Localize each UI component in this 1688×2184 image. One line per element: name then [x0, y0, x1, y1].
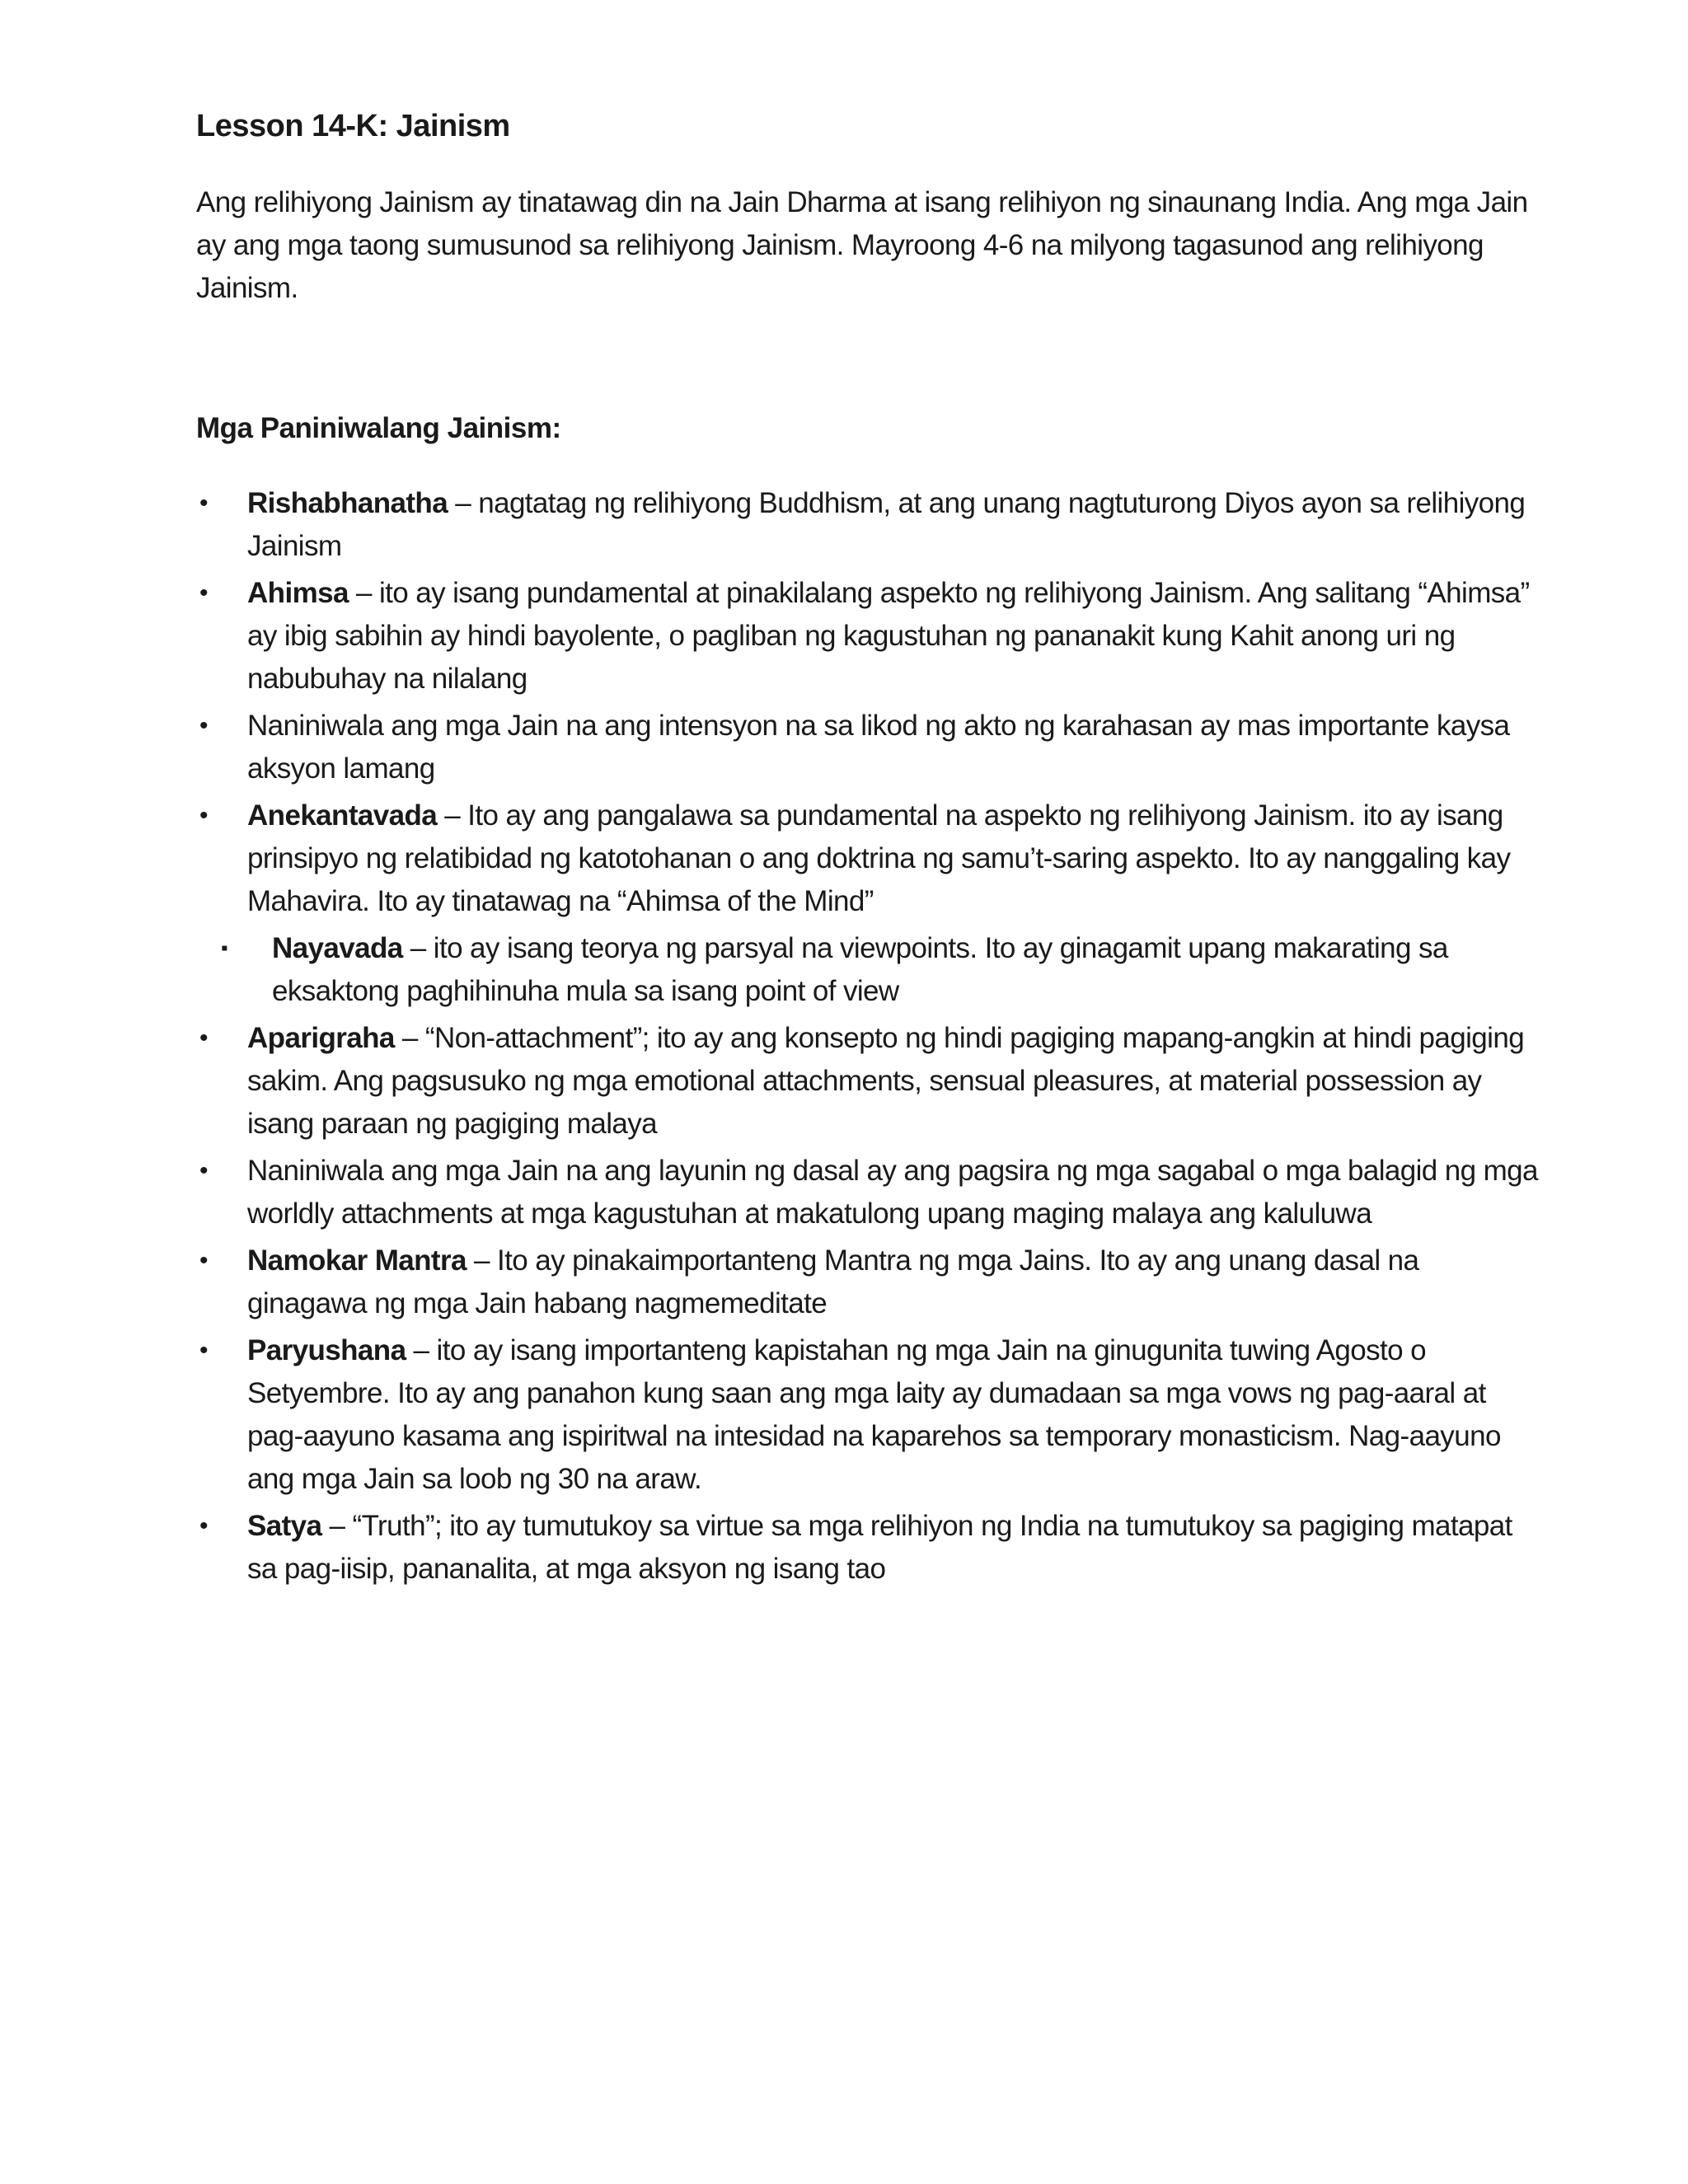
item-line: aksyon lamang — [247, 752, 435, 785]
list-item — [196, 1329, 1515, 1501]
list-item — [196, 482, 1526, 568]
item-line: ay ibig sabihin ay hindi bayolente, o pagliban ng kagustuhan ng pananakit kung Kahit anong uri ng — [247, 620, 1456, 652]
belief-term: Ahimsa — [247, 577, 349, 609]
intro-paragraph — [196, 181, 1528, 310]
belief-description: – nagtatag ng relihiyong Buddhism, at ang unang nagtuturong Diyos ayon sa relihiyong — [448, 487, 1526, 519]
item-line: sakim. Ang pagsusuko ng mga emotional attachments, sensual pleasures, at material possession ay — [247, 1065, 1482, 1097]
belief-description: – ito ay isang teorya ng parsyal na viewpoints. Ito ay ginagamit upang makarating sa — [402, 932, 1448, 964]
list-item — [196, 1150, 1538, 1235]
bullet-icon: • — [199, 1024, 208, 1052]
list-item — [196, 1017, 1525, 1146]
list-item — [196, 794, 1515, 923]
belief-term: Aparigraha — [247, 1022, 395, 1054]
item-line: ang mga Jain sa loob ng 30 na araw. — [247, 1463, 702, 1495]
item-line: sa pag-iisip, pananalita, at mga aksyon ng isang tao — [247, 1553, 886, 1585]
item-line — [247, 1329, 1515, 1372]
item-line: Setyembre. Ito ay ang panahon kung saan ang mga laity ay dumadaan sa mga vows ng pag-aaral at — [247, 1377, 1486, 1409]
belief-description: – “Non-attachment”; ito ay ang konsepto ng hindi pagiging mapang-angkin at hindi pagiging — [394, 1022, 1525, 1054]
section-heading: Mga Paniniwalang Jainism: — [196, 412, 561, 444]
belief-term: Satya — [247, 1510, 322, 1542]
belief-description: – ito ay isang pundamental at pinakilalang aspekto ng relihiyong Jainism. Ang salitang “Ahimsa” — [348, 577, 1530, 609]
belief-term: Paryushana — [247, 1334, 406, 1366]
item-line: prinsipyo ng relatibidad ng katotohanan o ang doktrina ng samu’t-saring aspekto. Ito ay nanggaling kay — [247, 842, 1511, 874]
bullet-icon: • — [199, 1337, 208, 1364]
item-line — [247, 1240, 1515, 1282]
item-line — [247, 1505, 1515, 1548]
belief-description: – ito ay isang importanteng kapistahan ng mga Jain na ginugunita tuwing Agosto o — [406, 1334, 1426, 1366]
list-item — [196, 1505, 1515, 1591]
item-line: Naniniwala ang mga Jain na ang layunin ng dasal ay ang pagsira ng mga sagabal o mga balagid ng mga — [247, 1155, 1538, 1187]
bullet-icon: • — [199, 579, 208, 607]
belief-description: – Ito ay ang pangalawa sa pundamental na aspekto ng relihiyong Jainism. ito ay isang — [437, 799, 1503, 832]
lesson-title: Lesson 14-K: Jainism — [196, 109, 510, 143]
list-item — [196, 572, 1530, 701]
item-line: Naniniwala ang mga Jain na ang intensyon na sa likod ng akto ng karahasan ay mas importante kaysa — [247, 710, 1510, 742]
belief-description: – Ito ay pinakaimportanteng Mantra ng mga Jains. Ito ay ang unang dasal na — [466, 1244, 1419, 1277]
beliefs-list — [196, 482, 1538, 1595]
item-line — [247, 482, 1526, 525]
item-line: pag-aayuno kasama ang ispiritwal na intesidad na kaparehos sa temporary monasticism. Nag-aayuno — [247, 1420, 1501, 1452]
square-bullet-icon: ▪ — [221, 937, 227, 959]
belief-term: Rishabhanatha — [247, 487, 448, 519]
intro-line: ay ang mga taong sumusunod sa relihiyong Jainism. Mayroong 4-6 na milyong tagasunod ang relihiyong — [196, 229, 1484, 261]
list-item — [196, 705, 1515, 790]
intro-line: Jainism. — [196, 272, 298, 304]
list-item — [196, 1240, 1515, 1325]
item-line — [247, 794, 1515, 837]
item-line — [272, 927, 1515, 970]
item-line: Mahavira. Ito ay tinatawag na “Ahimsa of the Mind” — [247, 885, 874, 917]
bullet-icon: • — [199, 712, 208, 739]
item-line: worldly attachments at mga kagustuhan at makatulong upang maging malaya ang kaluluwa — [247, 1197, 1372, 1230]
bullet-icon: • — [199, 490, 208, 517]
belief-term: Nayavada — [272, 932, 403, 964]
bullet-icon: • — [199, 802, 208, 829]
item-line: eksaktong paghihinuha mula sa isang point of view — [272, 975, 899, 1007]
bullet-icon: • — [199, 1157, 208, 1184]
item-line: ginagawa ng mga Jain habang nagmemeditate — [247, 1287, 828, 1319]
belief-description: – “Truth”; ito ay tumutukoy sa virtue sa mga relihiyon ng India na tumutukoy sa pagiging matapat — [321, 1510, 1512, 1542]
item-line: Jainism — [247, 530, 342, 562]
intro-line: Ang relihiyong Jainism ay tinatawag din na Jain Dharma at isang relihiyon ng sinaunang India. Ang mga Jain — [196, 186, 1528, 218]
sub-list-item — [196, 927, 1515, 1013]
belief-term: Namokar Mantra — [247, 1244, 467, 1277]
bullet-icon: • — [199, 1512, 208, 1540]
bullet-icon: • — [199, 1247, 208, 1274]
item-line: nabubuhay na nilalang — [247, 663, 528, 695]
item-line — [247, 572, 1530, 615]
belief-term: Anekantavada — [247, 799, 438, 832]
item-line — [247, 1017, 1525, 1060]
item-line: isang paraan ng pagiging malaya — [247, 1108, 658, 1140]
